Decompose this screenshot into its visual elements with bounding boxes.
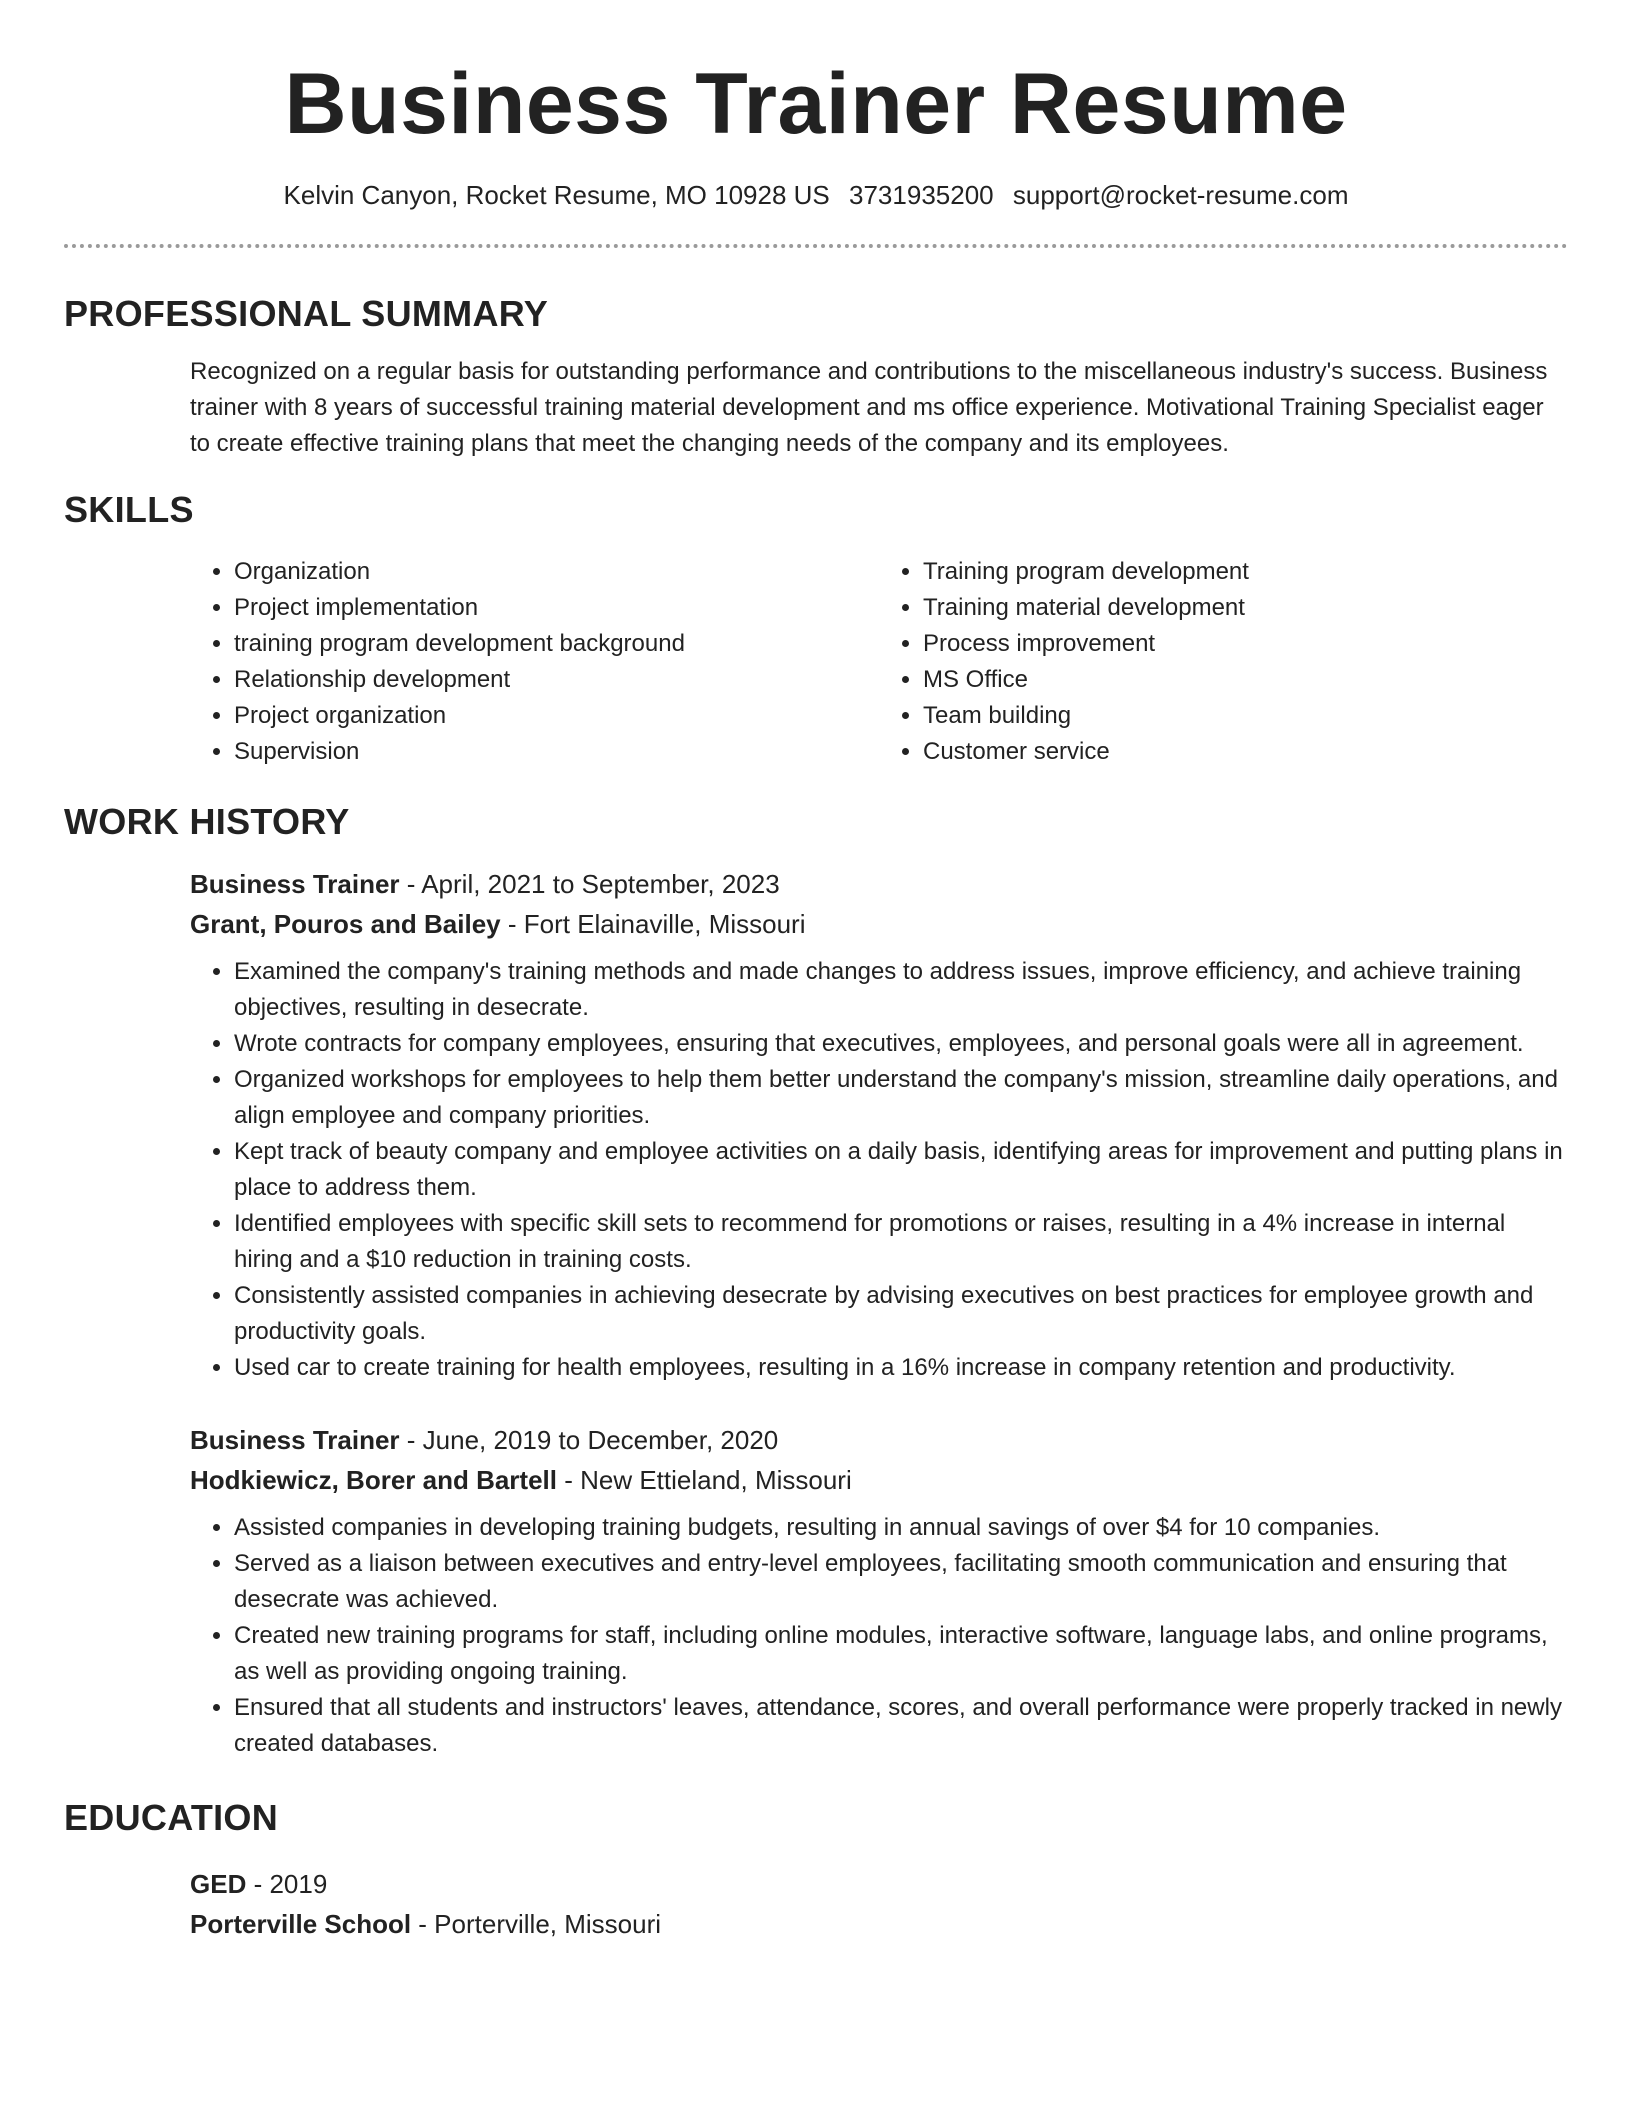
- contact-phone: 3731935200: [849, 180, 994, 210]
- job-bullet: • Kept track of beauty company and employee activities on a daily basis, identifying areas for improvement and putting plans in place to address them.: [234, 1134, 1568, 1206]
- skill-item: • Process improvement: [923, 626, 1568, 662]
- job-bullets: [190, 954, 1568, 1386]
- job-dates: - April, 2021 to September, 2023: [399, 869, 780, 899]
- job-bullet: • Organized workshops for employees to help them better understand the company's mission, streamline daily operations, and align employee and company priorities.: [234, 1062, 1568, 1134]
- skills-section: [190, 554, 1568, 770]
- job-bullet: • Ensured that all students and instructors' leaves, attendance, scores, and overall performance were properly tracked in newly created databases.: [234, 1690, 1568, 1762]
- job-company-line: [190, 1460, 1568, 1500]
- job-bullet: • Wrote contracts for company employees, ensuring that executives, employees, and personal goals were all in agreement.: [234, 1026, 1568, 1062]
- skill-item: • Training material development: [923, 590, 1568, 626]
- contact-email: support@rocket-resume.com: [1012, 180, 1349, 210]
- job-role-line: [190, 1420, 1568, 1460]
- education-year: - 2019: [246, 1869, 328, 1899]
- summary-text: Recognized on a regular basis for outstanding performance and contributions to the miscellaneous industry's success. Business trainer with 8 years of successful training material development and ms office experience. Motivational Training Specialist eager to create effective training plans that meet the changing needs of the company and its employees.: [190, 358, 1548, 457]
- education-school: Porterville School: [190, 1909, 412, 1939]
- skill-item: • Project implementation: [234, 590, 879, 626]
- job-entry: [190, 864, 1568, 1386]
- job-bullet: • Identified employees with specific skill sets to recommend for promotions or raises, resulting in a 4% increase in internal hiring and a $10 reduction in training costs.: [234, 1206, 1568, 1278]
- contact-address: Kelvin Canyon, Rocket Resume, MO 10928 US: [283, 180, 830, 210]
- job-bullet: • Used car to create training for health employees, resulting in a 16% increase in company retention and productivity.: [234, 1350, 1568, 1386]
- job-role-line: [190, 864, 1568, 904]
- skill-item: • Training program development: [923, 554, 1568, 590]
- education-degree: GED: [190, 1869, 247, 1899]
- resume-header: [64, 0, 1568, 214]
- job-bullet: • Assisted companies in developing training budgets, resulting in annual savings of over $4 for 10 companies.: [234, 1510, 1568, 1546]
- job-company-line: [190, 904, 1568, 944]
- skills-left-column: [190, 554, 879, 770]
- skill-item: • MS Office: [923, 662, 1568, 698]
- skills-heading: SKILLS: [64, 489, 194, 530]
- education-degree-line: [190, 1864, 1568, 1904]
- job-bullet: • Examined the company's training methods and made changes to address issues, improve efficiency, and achieve training objectives, resulting in desecrate.: [234, 954, 1568, 1026]
- skill-item: • Customer service: [923, 734, 1568, 770]
- job-bullet: • Served as a liaison between executives and entry-level employees, facilitating smooth communication and ensuring that desecrate was achieved.: [234, 1546, 1568, 1618]
- resume-title: Business Trainer Resume: [284, 56, 1348, 152]
- job-location: - Fort Elainaville, Missouri: [500, 909, 806, 939]
- summary-section: [190, 354, 1568, 462]
- job-role: Business Trainer: [190, 869, 400, 899]
- skill-item: • training program development background: [234, 626, 879, 662]
- contact-line: [64, 176, 1568, 214]
- education-location: - Porterville, Missouri: [411, 1909, 662, 1939]
- job-entry: [190, 1420, 1568, 1762]
- education-entry: [190, 1864, 1568, 1944]
- header-divider: [64, 244, 1568, 248]
- job-bullet: • Created new training programs for staff, including online modules, interactive software, language labs, and online programs, as well as providing ongoing training.: [234, 1618, 1568, 1690]
- summary-heading: PROFESSIONAL SUMMARY: [64, 293, 549, 334]
- job-role: Business Trainer: [190, 1425, 400, 1455]
- skills-right-column: [879, 554, 1568, 770]
- job-company: Hodkiewicz, Borer and Bartell: [190, 1465, 557, 1495]
- education-heading: EDUCATION: [64, 1797, 279, 1838]
- work-history-heading: WORK HISTORY: [64, 801, 350, 842]
- job-company: Grant, Pouros and Bailey: [190, 909, 501, 939]
- job-location: - New Ettieland, Missouri: [556, 1465, 852, 1495]
- skill-item: • Project organization: [234, 698, 879, 734]
- education-school-line: [190, 1904, 1568, 1944]
- skill-item: • Team building: [923, 698, 1568, 734]
- job-bullet: • Consistently assisted companies in achieving desecrate by advising executives on best practices for employee growth and productivity goals.: [234, 1278, 1568, 1350]
- skill-item: • Supervision: [234, 734, 879, 770]
- skill-item: • Relationship development: [234, 662, 879, 698]
- job-dates: - June, 2019 to December, 2020: [399, 1425, 779, 1455]
- skill-item: • Organization: [234, 554, 879, 590]
- job-bullets: [190, 1510, 1568, 1762]
